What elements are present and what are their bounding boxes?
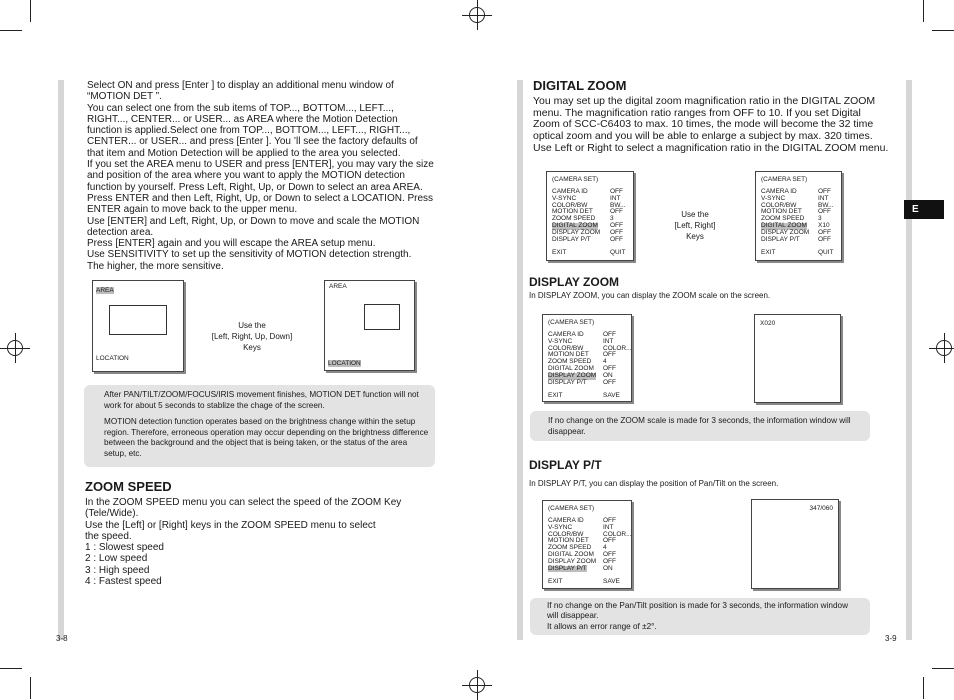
area-label: AREA: [96, 287, 114, 294]
text-line: Press [ENTER] again and you will escape the AREA setup menu.: [87, 238, 376, 250]
menu-title: (CAMERA SET): [548, 319, 595, 326]
display-pt-menu: [542, 500, 632, 589]
menu-item-label: DISPLAY P/T: [552, 235, 591, 243]
display-zoom-text: In DISPLAY ZOOM, you can display the ZOOM scale on the screen.: [529, 291, 771, 300]
zoom-scale-readout: X020: [760, 320, 776, 327]
text-line: 4 : Fastest speed: [85, 576, 162, 588]
area-label: AREA: [329, 283, 347, 290]
text-line: 2 : Low speed: [85, 553, 148, 565]
area-setup-screen: [92, 280, 184, 372]
text-line: function is applied.Select one from TOP..., BOTTOM..., LEFT..., RIGHT...,: [87, 125, 411, 137]
crop-mark: [30, 677, 31, 699]
exit-label: EXIT: [548, 578, 563, 586]
pan-tilt-screen: [751, 499, 839, 589]
crop-mark: [30, 0, 31, 22]
menu-rows: [548, 518, 631, 572]
menu-item-value: COLOR...: [603, 344, 632, 352]
text-line: You may set up the digital zoom magnification ratio in the DIGITAL ZOOM: [533, 95, 876, 107]
registration-mark-icon: [462, 670, 492, 700]
menu-item-value: OFF: [610, 188, 623, 195]
menu-item-label: ZOOM SPEED: [552, 215, 596, 223]
note-paragraph: MOTION detection function operates based on the brightness change within the setup region. Therefore, erroneous operation may occur depending on the brightness difference between the background and the object that is being taken, or the status of the area setup, etc.: [104, 417, 429, 458]
registration-mark-icon: [462, 0, 492, 30]
zoom-scale-screen: [754, 314, 841, 403]
menu-exit-row: [548, 392, 620, 400]
text-line: that item and Motion Detection will be applied to the area you selected.: [87, 147, 401, 159]
caption-line: Keys: [686, 232, 704, 241]
left-margin-bar: [58, 80, 64, 640]
display-pt-text: In DISPLAY P/T, you can display the position of Pan/Tilt on the screen.: [529, 479, 779, 488]
caption-line: [Left, Right]: [674, 221, 716, 230]
menu-row: [552, 237, 638, 244]
menu-item-value: OFF: [818, 188, 831, 195]
menu-item-value: INT: [603, 523, 614, 531]
menu-item-value: INT: [603, 337, 614, 345]
exit-label: EXIT: [548, 392, 563, 400]
exit-action: QUIT: [610, 249, 626, 257]
menu-item-value: OFF: [818, 235, 831, 243]
center-margin-bar: [517, 80, 523, 640]
menu-item-label: V-SYNC: [548, 337, 573, 345]
location-label: LOCATION: [96, 355, 129, 362]
display-pt-heading: DISPLAY P/T: [529, 458, 602, 472]
menu-item-value: OFF: [603, 537, 616, 545]
menu-item-label: V-SYNC: [761, 194, 786, 202]
caption-line: Keys: [243, 343, 261, 352]
menu-row: [761, 237, 846, 244]
note-line: It allows an error range of ±2°.: [547, 621, 657, 631]
menu-item-label: MOTION DET: [548, 351, 589, 359]
exit-label: EXIT: [552, 249, 567, 257]
detection-area-rect: [364, 304, 400, 330]
crop-mark: [932, 30, 954, 31]
menu-row: [548, 380, 631, 387]
text-line: 3 : High speed: [85, 564, 150, 576]
digital-zoom-menu-before: [546, 171, 634, 261]
menu-item-value: OFF: [603, 364, 616, 372]
menu-item-label: DIGITAL ZOOM: [548, 364, 594, 372]
menu-exit-row: [548, 578, 620, 586]
menu-item-label: CAMERA ID: [548, 517, 584, 524]
menu-item-value: INT: [610, 194, 621, 202]
menu-item-value: BW...: [818, 201, 834, 209]
menu-item-label: DISPLAY P/T: [761, 235, 800, 243]
caption-line: Use the: [238, 321, 266, 330]
menu-item-label: MOTION DET: [552, 208, 593, 216]
note-paragraph: If no change on the ZOOM scale is made for 3 seconds, the information window will disappear.: [548, 416, 851, 436]
detection-area-rect: [109, 305, 167, 335]
digital-zoom-heading: DIGITAL ZOOM: [533, 78, 627, 93]
motion-det-intro: [87, 80, 432, 272]
text-line: The higher, the more sensitive.: [87, 260, 224, 272]
menu-item-value: OFF: [603, 378, 616, 386]
menu-item-label: DIGITAL ZOOM: [761, 221, 807, 229]
registration-mark-icon: [0, 333, 30, 363]
text-line: detection area.: [87, 226, 154, 238]
text-line: and position of the area where you want to apply the MOTION detection: [87, 170, 405, 182]
display-zoom-note: [530, 411, 870, 441]
digital-zoom-menu-after: [755, 171, 842, 261]
location-setup-screen: [324, 280, 415, 371]
crop-mark: [932, 668, 954, 669]
page-number-left: 3-8: [56, 634, 68, 643]
crop-mark: [0, 668, 22, 669]
note-line: will disappear.: [547, 611, 599, 621]
text-line: You can select one from the sub items of TOP..., BOTTOM..., LEFT...,: [87, 102, 394, 114]
right-margin-bar: [906, 80, 912, 640]
location-label: LOCATION: [328, 360, 361, 367]
text-line: RIGHT..., CENTER... or USER... as AREA where the Motion Detection: [87, 113, 398, 125]
menu-item-value: OFF: [603, 557, 616, 565]
menu-exit-row: [761, 249, 834, 257]
menu-item-value: OFF: [603, 351, 616, 359]
crop-mark: [923, 677, 924, 699]
menu-item-value: 4: [603, 358, 607, 366]
digital-zoom-keys-caption: [655, 209, 735, 242]
menu-item-value: OFF: [603, 550, 616, 558]
text-line: Use Left or Right to select a magnification ratio in the DIGITAL ZOOM menu.: [533, 141, 889, 154]
menu-title: (CAMERA SET): [552, 176, 599, 183]
display-pt-note: [530, 598, 870, 635]
text-line: Select ON and press [Enter ] to display an additional menu window of: [87, 80, 394, 91]
menu-item-value: OFF: [610, 228, 623, 236]
menu-item-value: X10: [818, 221, 830, 229]
menu-item-label: DIGITAL ZOOM: [552, 221, 598, 229]
text-line: Press ENTER and then Left, Right, Up, or Down to select a LOCATION. Press: [87, 192, 434, 204]
menu-rows: [761, 189, 846, 243]
menu-item-value: OFF: [610, 208, 623, 216]
text-line: CENTER... or USER... and press [Enter ]. You ’ll see the factory defaults of: [87, 136, 418, 148]
motion-det-note: [84, 385, 435, 467]
text-line: ENTER again to move back to the upper menu.: [87, 204, 298, 216]
menu-item-label: ZOOM SPEED: [761, 215, 805, 223]
menu-item-label: COLOR/BW: [552, 201, 588, 209]
note-paragraph: [547, 601, 867, 632]
menu-item-value: 3: [818, 215, 822, 223]
menu-title: (CAMERA SET): [548, 505, 595, 512]
area-keys-caption: [202, 320, 302, 353]
menu-item-label: DISPLAY P/T: [548, 564, 587, 572]
crop-mark: [923, 0, 924, 22]
menu-item-label: DISPLAY P/T: [548, 378, 587, 386]
menu-item-value: OFF: [610, 221, 623, 229]
display-zoom-heading: DISPLAY ZOOM: [529, 275, 620, 289]
menu-item-label: COLOR/BW: [548, 344, 584, 352]
crop-mark: [0, 30, 22, 31]
menu-item-label: DISPLAY ZOOM: [548, 557, 597, 565]
menu-item-label: ZOOM SPEED: [548, 544, 592, 552]
menu-item-label: DIGITAL ZOOM: [548, 550, 594, 558]
menu-item-label: DISPLAY ZOOM: [552, 228, 601, 236]
caption-line: Use the: [681, 210, 709, 219]
menu-item-label: MOTION DET: [548, 537, 589, 545]
menu-item-label: V-SYNC: [548, 523, 573, 531]
menu-rows: [552, 189, 638, 243]
menu-item-label: MOTION DET: [761, 208, 802, 216]
digital-zoom-body: [533, 96, 893, 155]
caption-line: [Left, Right, Up, Down]: [211, 332, 293, 341]
text-line: optical zoom and you will be able to enlarge a subject by max. 320 times.: [533, 130, 873, 143]
text-line: In the ZOOM SPEED menu you can select the speed of the ZOOM Key: [85, 497, 402, 508]
zoom-speed-body: [85, 497, 430, 587]
menu-row: [548, 566, 631, 573]
text-line: Zoom of SCC-C6403 to max. 10 times, the mode will become the 32 time: [533, 118, 874, 131]
menu-item-label: CAMERA ID: [552, 188, 588, 195]
menu-item-value: INT: [818, 194, 829, 202]
menu-item-value: COLOR...: [603, 530, 632, 538]
zoom-speed-heading: ZOOM SPEED: [85, 479, 172, 494]
language-tab: E: [904, 200, 944, 219]
text-line: Use the [Left] or [Right] keys in the ZOOM SPEED menu to select: [85, 519, 376, 531]
menu-exit-row: [552, 249, 626, 257]
text-line: Use SENSITIVITY to set up the sensitivity of MOTION detection strength.: [87, 249, 412, 261]
exit-label: EXIT: [761, 249, 776, 257]
menu-item-value: 4: [603, 544, 607, 552]
menu-item-label: COLOR/BW: [548, 530, 584, 538]
menu-item-label: ZOOM SPEED: [548, 358, 592, 366]
exit-action: SAVE: [603, 578, 620, 586]
pan-tilt-readout: 347/060: [809, 505, 833, 512]
text-line: function by yourself. Press Left, Right, Up, or Down to select an area AREA.: [87, 181, 423, 193]
menu-item-label: DISPLAY ZOOM: [548, 371, 597, 379]
menu-item-value: ON: [603, 564, 613, 572]
menu-item-value: OFF: [818, 228, 831, 236]
text-line: If you set the AREA menu to USER and press [ENTER], you may vary the size: [87, 159, 434, 171]
menu-item-value: 3: [610, 215, 614, 223]
text-line: (Tele/Wide).: [85, 508, 139, 520]
text-line: menu. The magnification ratio ranges from OFF to 10. If you set Digital: [533, 106, 861, 119]
text-line: 1 : Slowest speed: [85, 542, 164, 554]
text-line: the speed.: [85, 530, 132, 542]
menu-item-value: OFF: [610, 235, 623, 243]
note-line: If no change on the Pan/Tilt position is made for 3 seconds, the information window: [547, 601, 848, 610]
registration-mark-icon: [929, 333, 954, 363]
menu-item-value: BW...: [610, 201, 626, 209]
menu-item-label: CAMERA ID: [548, 331, 584, 338]
menu-rows: [548, 332, 631, 386]
note-paragraph: After PAN/TILT/ZOOM/FOCUS/IRIS movement finishes, MOTION DET function will not work for about 5 seconds to stablize the chage of the screen.: [104, 390, 419, 410]
menu-item-value: OFF: [818, 208, 831, 216]
menu-item-label: DISPLAY ZOOM: [761, 228, 810, 236]
menu-item-label: COLOR/BW: [761, 201, 797, 209]
menu-item-label: V-SYNC: [552, 194, 577, 202]
menu-item-value: OFF: [603, 517, 616, 524]
text-line: “MOTION DET ”.: [87, 91, 162, 103]
menu-item-label: CAMERA ID: [761, 188, 797, 195]
display-zoom-menu: [542, 314, 632, 402]
page-number-right: 3-9: [885, 634, 897, 643]
menu-title: (CAMERA SET): [761, 176, 808, 183]
exit-action: SAVE: [603, 392, 620, 400]
text-line: Use [ENTER] and Left, Right, Up, or Down to move and scale the MOTION: [87, 215, 420, 227]
exit-action: QUIT: [818, 249, 834, 257]
menu-item-value: OFF: [603, 331, 616, 338]
menu-item-value: ON: [603, 371, 613, 379]
